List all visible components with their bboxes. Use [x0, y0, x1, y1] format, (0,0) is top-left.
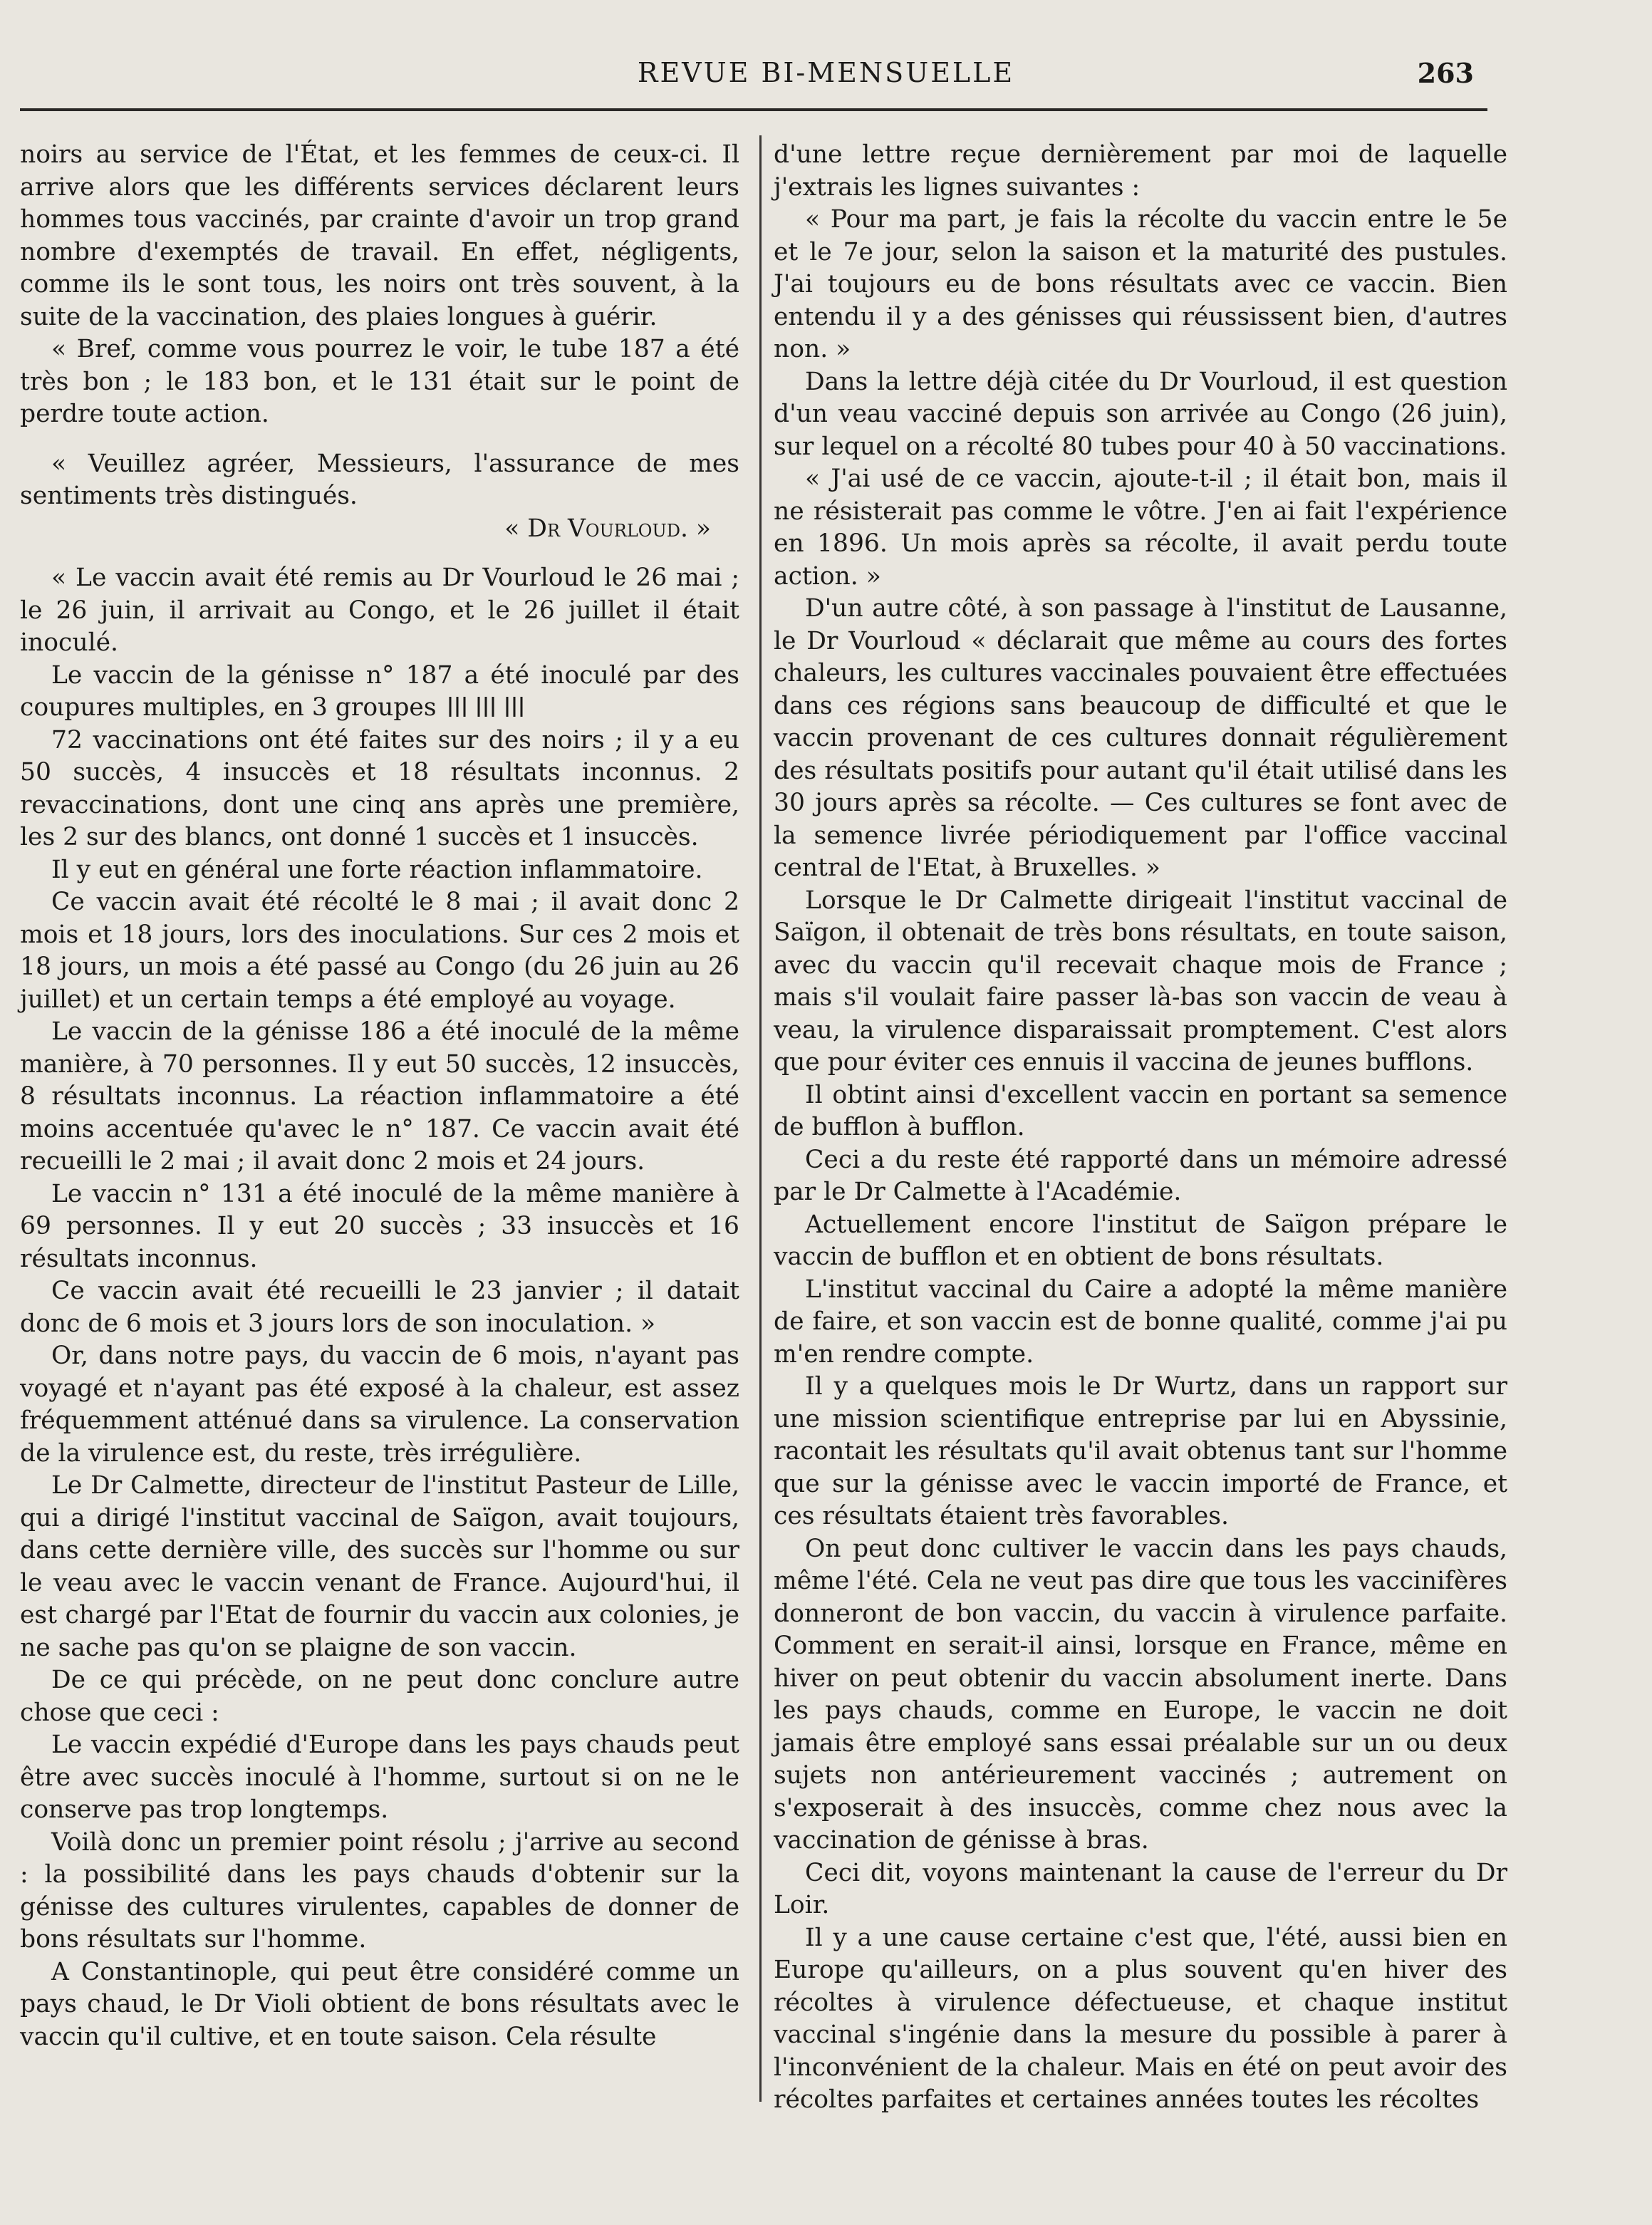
- paragraph: Or, dans notre pays, du vaccin de 6 mois, n'ayant pas voyagé et n'ayant pas été exposé à la chaleur, est assez fréquemment atténué dans sa virulence. La conservation de la virulence est, du reste, très irrégulière.: [20, 1342, 739, 1468]
- paragraph: 72 vaccinations ont été faites sur des noirs ; il y a eu 50 succès, 4 insuccès et 18 résultats inconnus. 2 revaccinations, dont une cinq ans après une première, les 2 sur des blancs, ont donné 1 succès et 1 insuccès.: [20, 725, 739, 851]
- paragraph: Ce vaccin avait été récolté le 8 mai ; il avait donc 2 mois et 18 jours, lors des inoculations. Sur ces 2 mois et 18 jours, un mois a été passé au Congo (du 26 juin au 26 juillet) et un certain temps a été employé au voyage.: [20, 888, 739, 1014]
- paragraph: [20, 660, 739, 725]
- paragraph: L'institut vaccinal du Caire a adopté la même manière de faire, et son vaccin est de bonne qualité, comme j'ai pu m'en rendre compte.: [774, 1275, 1507, 1369]
- page-header: [0, 57, 1652, 107]
- paragraph: « Veuillez agréer, Messieurs, l'assurance de mes sentiments très distingués.: [20, 449, 739, 510]
- paragraph: « J'ai usé de ce vaccin, ajoute-t-il ; il était bon, mais il ne résisterait pas comme le vôtre. J'en ai fait l'expérience en 1896. Un mois après sa récolte, il avait perdu toute action. »: [774, 465, 1507, 591]
- running-title: REVUE BI-MENSUELLE: [637, 57, 1015, 88]
- paragraph: De ce qui précède, on ne peut donc conclure autre chose que ceci :: [20, 1666, 739, 1727]
- paragraph: d'une lettre reçue dernièrement par moi de laquelle j'extrais les lignes suivantes :: [774, 140, 1507, 202]
- paragraph: Lorsque le Dr Calmette dirigeait l'institut vaccinal de Saïgon, il obtenait de très bons résultats, en toute saison, avec du vaccin qu'il recevait chaque mois de France ; mais s'il voulait faire passer là-bas son vaccin de veau à veau, la virulence disparaissait promptement. C'est alors que pour éviter ces ennuis il vaccina de jeunes bufflons.: [774, 886, 1507, 1077]
- paragraph: Il obtint ainsi d'excellent vaccin en portant sa semence de bufflon à bufflon.: [774, 1080, 1507, 1141]
- paragraph: Il y a quelques mois le Dr Wurtz, dans un rapport sur une mission scientifique entreprise par lui en Abyssinie, racontait les résultats qu'il avait obtenus tant sur l'homme que sur la génisse avec le vaccin importé de France, et ces résultats étaient très favorables.: [774, 1372, 1507, 1530]
- paragraph: Le vaccin n° 131 a été inoculé de la même manière à 69 personnes. Il y eut 20 succès ; 33 insuccès et 16 résultats inconnus.: [20, 1179, 739, 1273]
- paragraph: Dans la lettre déjà citée du Dr Vourloud, il est question d'un veau vacciné depuis son arrivée au Congo (26 juin), sur lequel on a récolté 80 tubes pour 40 à 50 vaccinations.: [774, 367, 1507, 461]
- paragraph: Le Dr Calmette, directeur de l'institut Pasteur de Lille, qui a dirigé l'institut vaccinal de Saïgon, avait toujours, dans cette dernière ville, des succès sur l'homme ou sur le veau avec le vaccin venant de France. Aujourd'hui, il est chargé par l'Etat de fournir du vaccin aux colonies, je ne sache pas qu'on se plaigne de son vaccin.: [20, 1471, 739, 1662]
- paragraph: Voilà donc un premier point résolu ; j'arrive au second : la possibilité dans les pays chauds d'obtenir sur la génisse des cultures virulentes, capables de donner de bons résultats sur l'homme.: [20, 1827, 739, 1954]
- paragraph: Il y eut en général une forte réaction inflammatoire.: [51, 855, 703, 884]
- paragraph: A Constantinople, qui peut être considéré comme un pays chaud, le Dr Violi obtient de bons résultats avec le vaccin qu'il cultive, et en toute saison. Cela résulte: [20, 1957, 739, 2051]
- paragraph: noirs au service de l'État, et les femmes de ceux-ci. Il arrive alors que les différents services déclarent leurs hommes tous vaccinés, par crainte d'avoir un trop grand nombre d'exemptés de travail. En effet, négligents, comme ils le sont tous, les noirs ont très souvent, à la suite de la vaccination, des plaies longues à guérir.: [20, 140, 739, 331]
- paragraph: On peut donc cultiver le vaccin dans les pays chauds, même l'été. Cela ne veut pas dire que tous les vaccinifères donneront de bon vaccin, du vaccin à virulence parfaite. Comment en serait-il ainsi, lorsque en France, même en hiver on peut obtenir du vaccin absolument inerte. Dans les pays chauds, comme en Europe, le vaccin ne doit jamais être employé sans essai préalable sur un ou deux sujets non antérieurement vaccinés ; autrement on s'exposerait à des insuccès, comme chez nous avec la vaccination de génisse à bras.: [774, 1534, 1507, 1855]
- paragraph: Le vaccin expédié d'Europe dans les pays chauds peut être avec succès inoculé à l'homme, surtout si on ne le conserve pas trop longtemps.: [20, 1731, 739, 1824]
- paragraph: Ceci dit, voyons maintenant la cause de l'erreur du Dr Loir.: [774, 1858, 1507, 1919]
- page-number: 263: [1417, 57, 1474, 89]
- left-column: [20, 139, 739, 2053]
- paragraph: D'un autre côté, à son passage à l'institut de Lausanne, le Dr Vourloud « déclarait que même au cours des fortes chaleurs, les cultures vaccinales pouvaient être effectuées dans ces régions sans beaucoup de difficulté et que le vaccin provenant de ces cultures donnait régulièrement des résultats positifs pour autant qu'il était utilisé dans les 30 jours après sa récolte. — Ces cultures se font avec de la semence livrée périodiquement par l'office vaccinal central de l'Etat, à Bruxelles. »: [774, 594, 1507, 882]
- paragraph: Actuellement encore l'institut de Saïgon prépare le vaccin de bufflon et en obtient de bons résultats.: [774, 1210, 1507, 1271]
- signature: « Dr Vourloud. »: [504, 514, 711, 543]
- paragraph-text: Le vaccin de la génisse n° 187 a été inoculé par des coupures multiples, en 3 groupes: [20, 660, 739, 722]
- paragraph: « Bref, comme vous pourrez le voir, le tube 187 a été très bon ; le 183 bon, et le 131 était sur le point de perdre toute action.: [20, 335, 739, 428]
- paragraph: « Pour ma part, je fais la récolte du vaccin entre le 5e et le 7e jour, selon la saison et la maturité des pustules. J'ai toujours eu de bons résultats avec ce vaccin. Bien entendu il y a des génisses qui réussissent bien, d'autres non. »: [774, 205, 1507, 363]
- header-rule: [20, 108, 1487, 111]
- column-divider: [759, 135, 762, 2102]
- paragraph: Ce vaccin avait été recueilli le 23 janvier ; il datait donc de 6 mois et 3 jours lors de son inoculation. »: [20, 1277, 739, 1338]
- paragraph: « Le vaccin avait été remis au Dr Vourloud le 26 mai ; le 26 juin, il arrivait au Congo, et le 26 juillet il était inoculé.: [20, 564, 739, 657]
- paragraph: Il y a une cause certaine c'est que, l'été, aussi bien en Europe qu'ailleurs, on a plus souvent qu'en hiver des récoltes à virulence défectueuse, et chaque institut vaccinal s'ingénie dans la mesure du possible à parer à l'inconvénient de la chaleur. Mais en été on peut avoir des récoltes parfaites et certaines années toutes les récoltes: [774, 1923, 1507, 2114]
- paragraph: Le vaccin de la génisse 186 a été inoculé de la même manière, à 70 personnes. Il y eut 50 succès, 12 insuccès, 8 résultats inconnus. La réaction inflammatoire a été moins accentuée qu'avec le n° 187. Ce vaccin avait été recueilli le 2 mai ; il avait donc 2 mois et 24 jours.: [20, 1017, 739, 1176]
- tally-marks-icon: [445, 694, 537, 720]
- paragraph: Ceci a du reste été rapporté dans un mémoire adressé par le Dr Calmette à l'Académie.: [774, 1145, 1507, 1206]
- right-column: [774, 139, 1507, 2117]
